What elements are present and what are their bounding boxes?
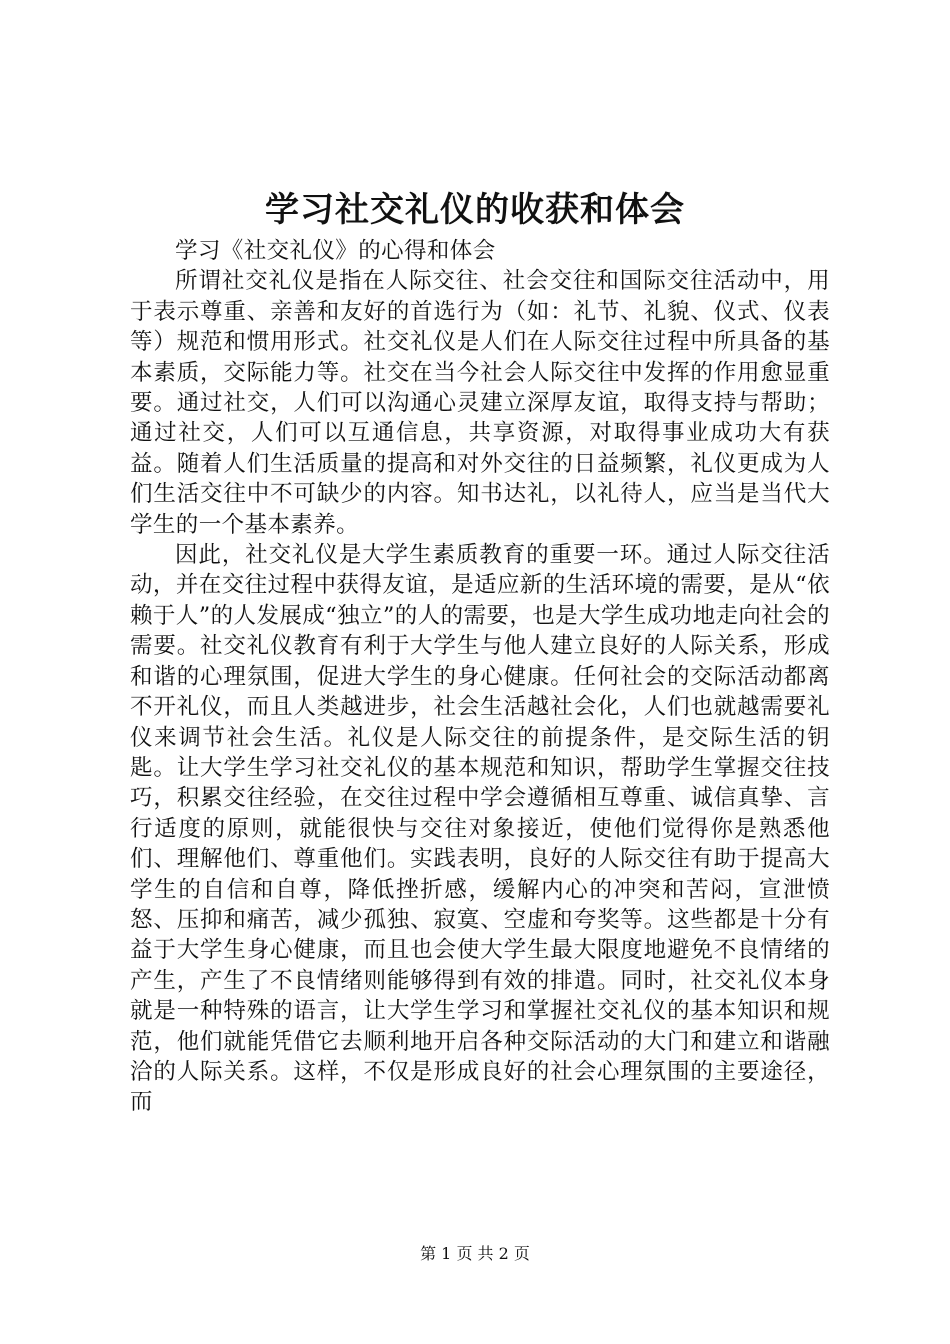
page-number-footer: 第 1 页 共 2 页 [420, 1244, 530, 1263]
body-paragraph: 所谓社交礼仪是指在人际交往、社会交往和国际交往活动中，用于表示尊重、亲善和友好的首选行为（如：礼节、礼貌、仪式、仪表等）规范和惯用形式。社交礼仪是人们在人际交往过程中所具备的基本素质，交际能力等。社交在当今社会人际交往中发挥的作用愈显重要。通过社交，人们可以沟通心灵建立深厚友谊，取得支持与帮助；通过社交，人们可以互通信息，共享资源，对取得事业成功大有获益。随着人们生活质量的提高和对外交往的日益频繁，礼仪更成为人们生活交往中不可缺少的内容。知书达礼，以礼待人，应当是当代大学生的一个基本素养。 [130, 268, 830, 538]
body-paragraph: 因此，社交礼仪是大学生素质教育的重要一环。通过人际交往活动，并在交往过程中获得友谊，是适应新的生活环境的需要，是从“依赖于人”的人发展成“独立”的人的需要，也是大学生成功地走向社会的需要。社交礼仪教育有利于大学生与他人建立良好的人际关系，形成和谐的心理氛围，促进大学生的身心健康。任何社会的交际活动都离不开礼仪，而且人类越进步，社会生活越社会化，人们也就越需要礼仪来调节社会生活。礼仪是人际交往的前提条件，是交际生活的钥匙。让大学生学习社交礼仪的基本规范和知识，帮助学生掌握交往技巧，积累交往经验，在交往过程中学会遵循相互尊重、诚信真挚、言行适度的原则，就能很快与交往对象接近，使他们觉得你是熟悉他们、理解他们、尊重他们。实践表明，良好的人际交往有助于提高大学生的自信和自尊，降低挫折感，缓解内心的冲突和苦闷，宣泄愤怒、压抑和痛苦，减少孤独、寂寞、空虚和夸奖等。这些都是十分有益于大学生身心健康，而且也会使大学生最大限度地避免不良情绪的产生，产生了不良情绪则能够得到有效的排遣。同时，社交礼仪本身就是一种特殊的语言，让大学生学习和掌握社交礼仪的基本知识和规范，他们就能凭借它去顺利地开启各种交际活动的大门和建立和谐融洽的人际关系。这样，不仅是形成良好的社会心理氛围的主要途径，而 [130, 542, 830, 1116]
document-title: 学习社交礼仪的收获和体会 [265, 190, 685, 230]
document-body [130, 236, 830, 1118]
document-subtitle: 学习《社交礼仪》的心得和体会 [175, 238, 496, 264]
